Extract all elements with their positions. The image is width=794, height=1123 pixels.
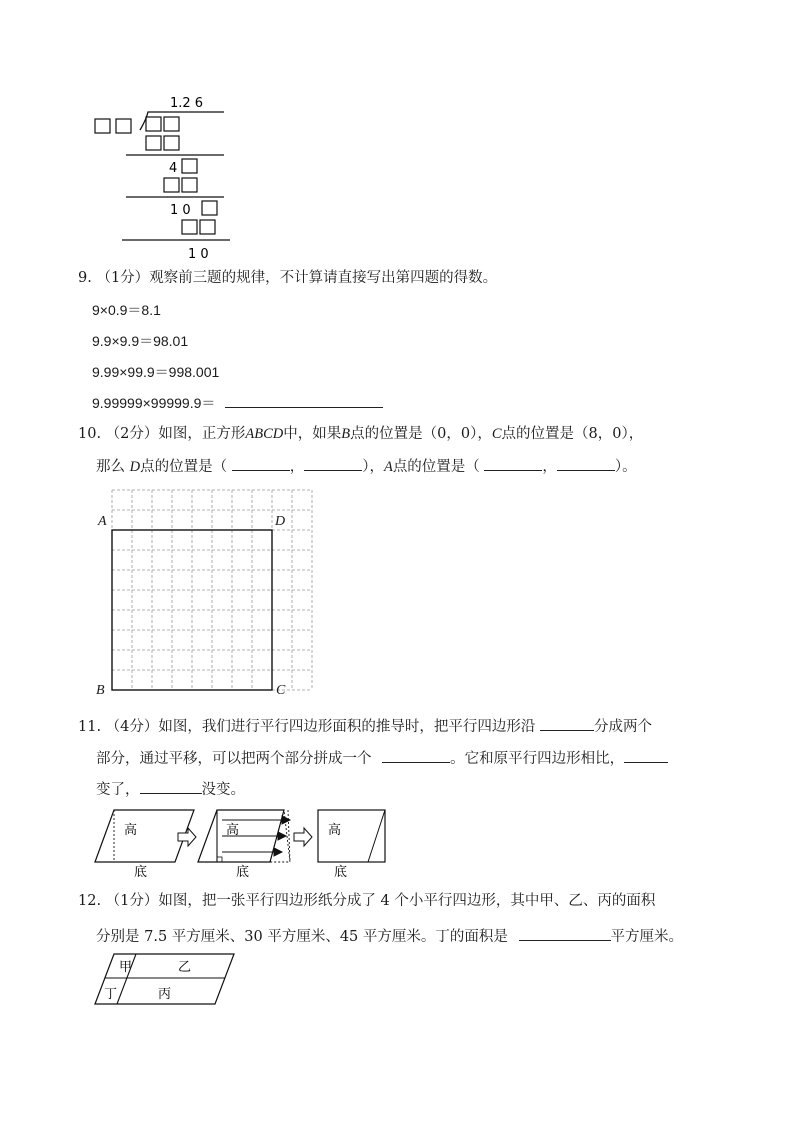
ding-label: 丁	[104, 987, 118, 1002]
q10-pt-c: C	[491, 426, 502, 442]
long-division-figure	[90, 90, 240, 262]
q10-line2-c: ），	[362, 459, 384, 475]
q9-eq3: 9.99×99.9＝998.001	[92, 364, 220, 380]
q11-blank-4[interactable]	[140, 779, 202, 794]
q12-score: （1分）	[105, 893, 159, 909]
q10-pt-b: B	[341, 426, 351, 442]
q11-l3b: 没变。	[201, 782, 245, 798]
label-c: C	[276, 683, 286, 698]
yi-label: 乙	[178, 960, 192, 975]
product3-box-2	[200, 220, 215, 234]
quotient-text: 1.2 6	[170, 96, 204, 111]
jia-label: 甲	[119, 960, 133, 975]
label-b: B	[96, 683, 105, 698]
q10-d-y-blank[interactable]	[304, 456, 362, 471]
question-9	[78, 268, 497, 288]
q11-l1a: 如图，我们进行平行四边形面积的推导时，把平行四边形沿	[158, 719, 536, 735]
q10-comma-2: ，	[542, 459, 557, 475]
gao-3: 高	[328, 823, 342, 838]
product2-box-1	[164, 178, 179, 192]
q12-blank[interactable]	[519, 926, 611, 941]
product1-box-2	[164, 136, 179, 150]
divisor-box-2	[116, 119, 131, 133]
q10-line2-d: 点的位置是（	[392, 459, 480, 475]
q9-score: （1分）	[96, 270, 150, 286]
q9-eq4-row	[92, 393, 383, 413]
question-12	[78, 891, 655, 911]
dividend-box-2	[164, 117, 179, 131]
dividend-box-1	[146, 117, 161, 131]
final-remainder-text: 1 0	[188, 247, 209, 262]
q10-grid-svg	[88, 486, 328, 701]
q9-text: 观察前三题的规律，不计算请直接写出第四题的得数。	[149, 270, 498, 286]
q10-line2-e: ）。	[614, 459, 637, 475]
q11-figure	[92, 806, 392, 880]
result-cut-line	[368, 810, 385, 862]
q11-blank-1[interactable]	[540, 716, 594, 731]
bing-label: 丙	[158, 987, 172, 1002]
q9-number: 9.	[78, 270, 92, 286]
q12-figure	[92, 950, 242, 1008]
remainder2-box	[202, 201, 217, 215]
remainder1-box	[182, 159, 197, 173]
label-d: D	[275, 514, 286, 529]
q10-a-y-blank[interactable]	[557, 456, 615, 471]
q12-number: 12.	[78, 893, 102, 909]
di-2: 底	[236, 865, 250, 880]
q11-figure-svg	[92, 806, 392, 880]
q11-l3a: 变了，	[96, 782, 140, 798]
gao-1: 高	[124, 823, 138, 838]
q12-line2	[96, 925, 683, 946]
q11-l2b: 。它和原平行四边形相比，	[450, 751, 625, 767]
long-division-svg	[90, 90, 240, 262]
q10-text-c: 点的位置是（0，0），	[350, 426, 492, 442]
q10-pt-a: A	[383, 459, 393, 475]
di-3: 底	[334, 865, 348, 880]
right-angle-mark	[217, 857, 222, 862]
q11-number: 11.	[78, 719, 102, 735]
q10-text-b: 中，如果	[283, 426, 342, 442]
q12-l1: 如图，把一张平行四边形纸分成了 4 个小平行四边形，其中甲、乙、丙的面积	[158, 893, 656, 909]
q11-score: （4分）	[105, 719, 159, 735]
product1-box-1	[146, 136, 161, 150]
label-a: A	[98, 514, 107, 529]
q10-text-a: 如图，正方形	[158, 426, 246, 442]
q12-l2b: 平方厘米。	[610, 929, 684, 945]
divisor-box-1	[95, 119, 110, 133]
remainder2-text: 1 0	[170, 203, 191, 218]
q9-answer-blank[interactable]	[225, 393, 383, 408]
q10-score: （2分）	[105, 426, 159, 442]
q10-comma-1: ，	[289, 459, 305, 475]
question-11	[78, 716, 652, 737]
q12-l2a: 分别是 7.5 平方厘米、30 平方厘米、45 平方厘米。丁的面积是	[96, 929, 508, 945]
q10-line2-b: 点的位置是（	[140, 459, 228, 475]
q10-d-x-blank[interactable]	[232, 456, 290, 471]
q10-abcd: ABCD	[245, 426, 284, 442]
q12-figure-svg	[92, 950, 242, 1008]
q10-number: 10.	[78, 426, 102, 442]
q10-a-x-blank[interactable]	[484, 456, 542, 471]
q11-l2a: 部分，通过平移，可以把两个部分拼成一个	[96, 751, 372, 767]
q11-line3	[96, 778, 245, 799]
remainder1-text: 4	[169, 161, 178, 176]
division-bracket	[140, 112, 224, 130]
product3-box-1	[182, 220, 197, 234]
q9-eq2: 9.9×9.9＝98.01	[92, 333, 189, 349]
product2-box-2	[182, 178, 197, 192]
arrow-2-icon	[294, 828, 312, 846]
q9-eq4: 9.99999×99999.9＝	[92, 395, 216, 411]
q11-blank-3[interactable]	[624, 748, 668, 763]
q11-l1b: 分成两个	[594, 719, 653, 735]
question-10	[78, 424, 643, 444]
q11-blank-2[interactable]	[382, 748, 450, 763]
q9-eq1: 9×0.9＝8.1	[92, 302, 161, 318]
q10-line2-a: 那么	[96, 459, 125, 475]
q10-grid-figure	[88, 486, 328, 701]
di-1: 底	[134, 865, 148, 880]
q10-line2	[96, 455, 637, 476]
q11-line2	[96, 747, 668, 768]
gao-2: 高	[226, 823, 240, 838]
q10-pt-d: D	[129, 459, 141, 475]
q10-text-d: 点的位置是（8，0），	[501, 426, 644, 442]
